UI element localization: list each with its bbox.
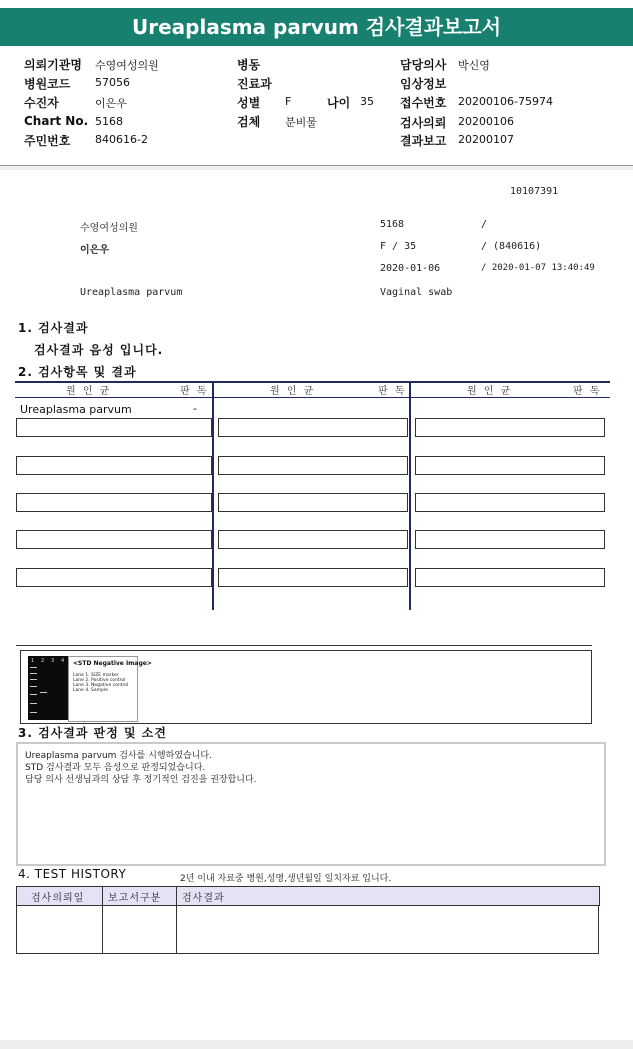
report-date-label: 결과보고 (400, 134, 447, 148)
empty-cell (218, 456, 408, 475)
gel-band (30, 686, 37, 687)
history-row-border (102, 905, 103, 953)
gel-legend-line: Lane 2. Positive control (73, 678, 126, 683)
empty-cell (16, 530, 212, 549)
request-date-label: 검사의뢰 (400, 116, 447, 130)
doctor-label: 담당의사 (400, 58, 447, 72)
empty-cell (415, 568, 605, 587)
empty-cell (218, 418, 408, 437)
lane-number: 3 (51, 658, 55, 664)
image-rule (16, 645, 592, 646)
age-label: 나이 (327, 96, 351, 110)
empty-cell (218, 530, 408, 549)
resident-no-value: 840616-2 (95, 133, 148, 146)
history-col-request-date: 검사의뢰일 (31, 893, 85, 904)
col-organism-header: 원 인 균 (467, 386, 513, 397)
resident-no-label: 주민번호 (24, 134, 71, 148)
col-organism-header: 원 인 균 (270, 386, 316, 397)
gel-band (40, 692, 47, 693)
gel-band (30, 679, 37, 680)
info-birth: / (840616) (481, 241, 542, 252)
results-table-divider-1 (212, 382, 214, 610)
empty-cell (415, 493, 605, 512)
info-sex-age: F / 35 (380, 241, 417, 252)
sex-value: F (285, 95, 292, 108)
lane-number: 2 (41, 658, 45, 664)
empty-cell (16, 456, 212, 475)
info-patient: 이은우 (80, 245, 109, 256)
gel-electrophoresis-image (28, 656, 68, 720)
hospital-code-value: 57056 (95, 76, 130, 89)
patient-label: 수진자 (24, 96, 59, 110)
report-title: Ureaplasma parvum 검사결과보고서 (0, 8, 633, 46)
institution-value: 수영여성의원 (95, 59, 159, 72)
institution-label: 의뢰기관명 (24, 58, 82, 72)
receipt-no-value: 20200106-75974 (458, 95, 553, 108)
page-bottom-band (0, 1040, 633, 1049)
col-result-header: 판 독 (180, 386, 209, 397)
gel-legend-line: Lane 3. Negative control (73, 683, 129, 688)
lane-number: 1 (31, 658, 35, 664)
gel-band (30, 712, 37, 713)
info-test-name: Ureaplasma parvum (80, 287, 183, 298)
empty-cell (16, 493, 212, 512)
section-divider (0, 166, 633, 170)
history-note: 2년 이내 자료중 병원,성명,생년월일 일치자료 입니다. (180, 874, 392, 884)
history-row-border (598, 905, 599, 953)
lane-number: 4 (61, 658, 65, 664)
col-result-header: 판 독 (573, 386, 602, 397)
history-col-report-type: 보고서구분 (108, 893, 162, 904)
info-date-reported: / 2020-01-07 13:40:49 (481, 263, 595, 273)
history-row-border (176, 905, 177, 953)
col-organism-header: 원 인 균 (66, 386, 112, 397)
section1-title: 1. 검사결과 (18, 321, 89, 335)
history-col-result: 검사결과 (182, 893, 225, 904)
gel-band (30, 694, 37, 695)
opinion-line: 담당 의사 선생님과의 상담 후 정기적인 검진을 권장합니다. (25, 775, 257, 785)
section4-title: 4. TEST HISTORY (18, 867, 127, 881)
specimen-value: 분비물 (285, 116, 317, 129)
ward-label: 병동 (237, 58, 261, 72)
history-row-border (16, 953, 599, 954)
age-value: 35 (360, 95, 374, 108)
empty-cell (415, 530, 605, 549)
empty-cell (415, 418, 605, 437)
results-table-header-rule (15, 397, 610, 398)
history-header-cell (176, 886, 600, 906)
receipt-no-label: 접수번호 (400, 96, 447, 110)
history-row-border (16, 905, 17, 953)
empty-cell (218, 568, 408, 587)
patient-value: 이은우 (95, 97, 127, 110)
info-chart-no: 5168 (380, 219, 405, 230)
opinion-line: STD 검사결과 모두 음성으로 판정되었습니다. (25, 763, 206, 773)
empty-cell (218, 493, 408, 512)
empty-cell (415, 456, 605, 475)
opinion-line: Ureaplasma parvum 검사를 시행하였습니다. (25, 751, 212, 761)
report-date-value: 20200107 (458, 133, 514, 146)
report-id: 10107391 (510, 186, 559, 197)
gel-band (30, 667, 37, 668)
gel-legend-line: Lane 1. SIZE marker (73, 673, 119, 678)
organism-name: Ureaplasma parvum (20, 403, 132, 416)
sex-label: 성별 (237, 96, 261, 110)
gel-legend-line: Lane 4. Sample (73, 688, 108, 693)
info-specimen: Vaginal swab (380, 287, 453, 298)
gel-band (30, 673, 37, 674)
gel-legend-title: <STD Negative Image> (73, 660, 152, 667)
info-institution: 수영여성의원 (80, 223, 138, 234)
section3-title: 3. 검사결과 판정 및 소견 (18, 726, 167, 740)
chart-no-label: Chart No. (24, 114, 89, 128)
empty-cell (16, 568, 212, 587)
organism-result: - (193, 402, 197, 415)
section1-summary: 검사결과 음성 입니다. (34, 343, 164, 357)
empty-cell (16, 418, 212, 437)
info-date-received: 2020-01-06 (380, 263, 441, 274)
hospital-code-label: 병원코드 (24, 77, 71, 91)
request-date-value: 20200106 (458, 115, 514, 128)
doctor-value: 박신영 (458, 59, 490, 72)
info-separator: / (481, 219, 488, 230)
results-table-divider-2 (409, 382, 411, 610)
specimen-label: 검체 (237, 115, 261, 129)
chart-no-value: 5168 (95, 115, 123, 128)
department-label: 진료과 (237, 77, 272, 91)
col-result-header: 판 독 (378, 386, 407, 397)
gel-band (30, 703, 37, 704)
section2-title: 2. 검사항목 및 결과 (18, 365, 137, 379)
clinical-info-label: 임상정보 (400, 77, 447, 91)
